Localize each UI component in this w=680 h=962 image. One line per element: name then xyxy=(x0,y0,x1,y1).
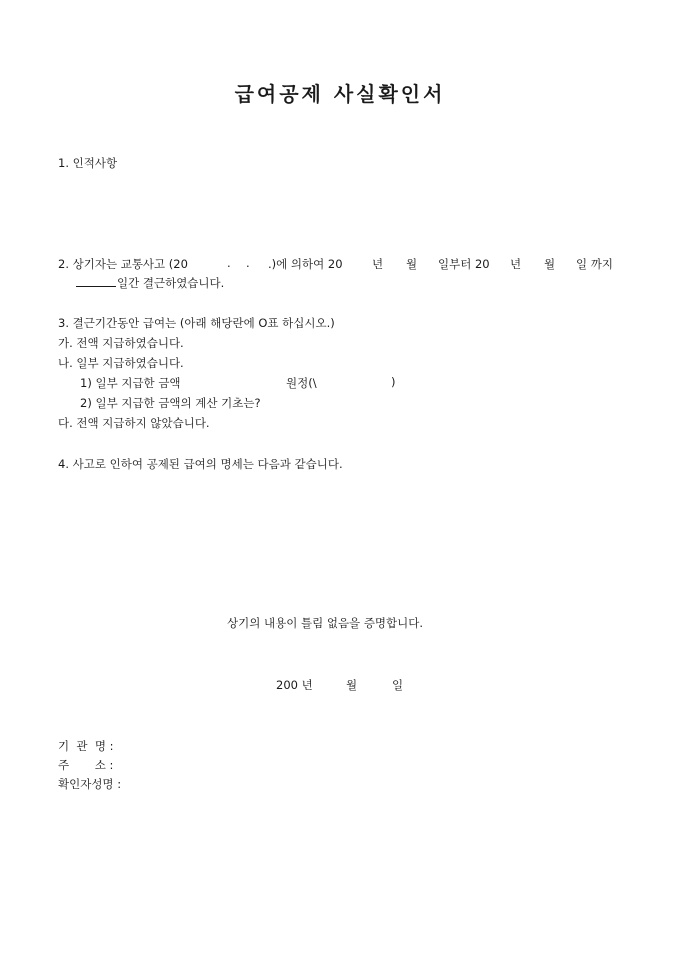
sub2-label: 2) 일부 지급한 금액의 계산 기초는? xyxy=(80,396,261,410)
section2-text-2: . xyxy=(227,256,231,270)
date-day: 일 xyxy=(392,678,404,692)
certify-statement: 상기의 내용이 틀림 없음을 증명합니다. xyxy=(227,616,424,630)
sub1-close: ) xyxy=(391,375,396,389)
section2-text-1: 2. 상기자는 교통사고 (20 xyxy=(58,257,188,271)
section1-heading: 1. 인적사항 xyxy=(58,156,118,170)
days-blank xyxy=(76,274,116,287)
page-title: 급여공제 사실확인서 xyxy=(234,82,446,106)
sub1-won: 원정(\ xyxy=(286,376,317,390)
section2-text-3: . xyxy=(246,256,250,270)
option-na: 나. 일부 지급하였습니다. xyxy=(58,356,184,370)
option-ga: 가. 전액 지급하였습니다. xyxy=(58,336,184,350)
section2-text-10: 일 까지 xyxy=(576,257,613,271)
address-label: 주 소 : xyxy=(58,758,114,772)
section2-text-7: 일부터 20 xyxy=(438,257,490,271)
org-name-label: 기 관 명 : xyxy=(58,739,114,753)
date-month: 월 xyxy=(346,678,358,692)
section2-line2-text: 일간 결근하였습니다. xyxy=(117,276,225,290)
section3-heading: 3. 결근기간동안 급여는 (아래 해당란에 O표 하십시오.) xyxy=(58,316,335,330)
option-da: 다. 전액 지급하지 않았습니다. xyxy=(58,416,210,430)
sub1-label: 1) 일부 지급한 금액 xyxy=(80,376,181,390)
section4-heading: 4. 사고로 인하여 공제된 급여의 명세는 다음과 같습니다. xyxy=(58,457,343,471)
section2-text-4: .)에 의하여 20 xyxy=(268,257,343,271)
confirmer-name-label: 확인자성명 : xyxy=(58,777,122,791)
section2-text-5: 년 xyxy=(372,257,384,271)
date-year: 200 년 xyxy=(276,678,313,692)
section2-text-6: 월 xyxy=(406,257,418,271)
section2-text-8: 년 xyxy=(510,257,522,271)
section2-text-9: 월 xyxy=(544,257,556,271)
section2-line2 xyxy=(76,274,224,291)
